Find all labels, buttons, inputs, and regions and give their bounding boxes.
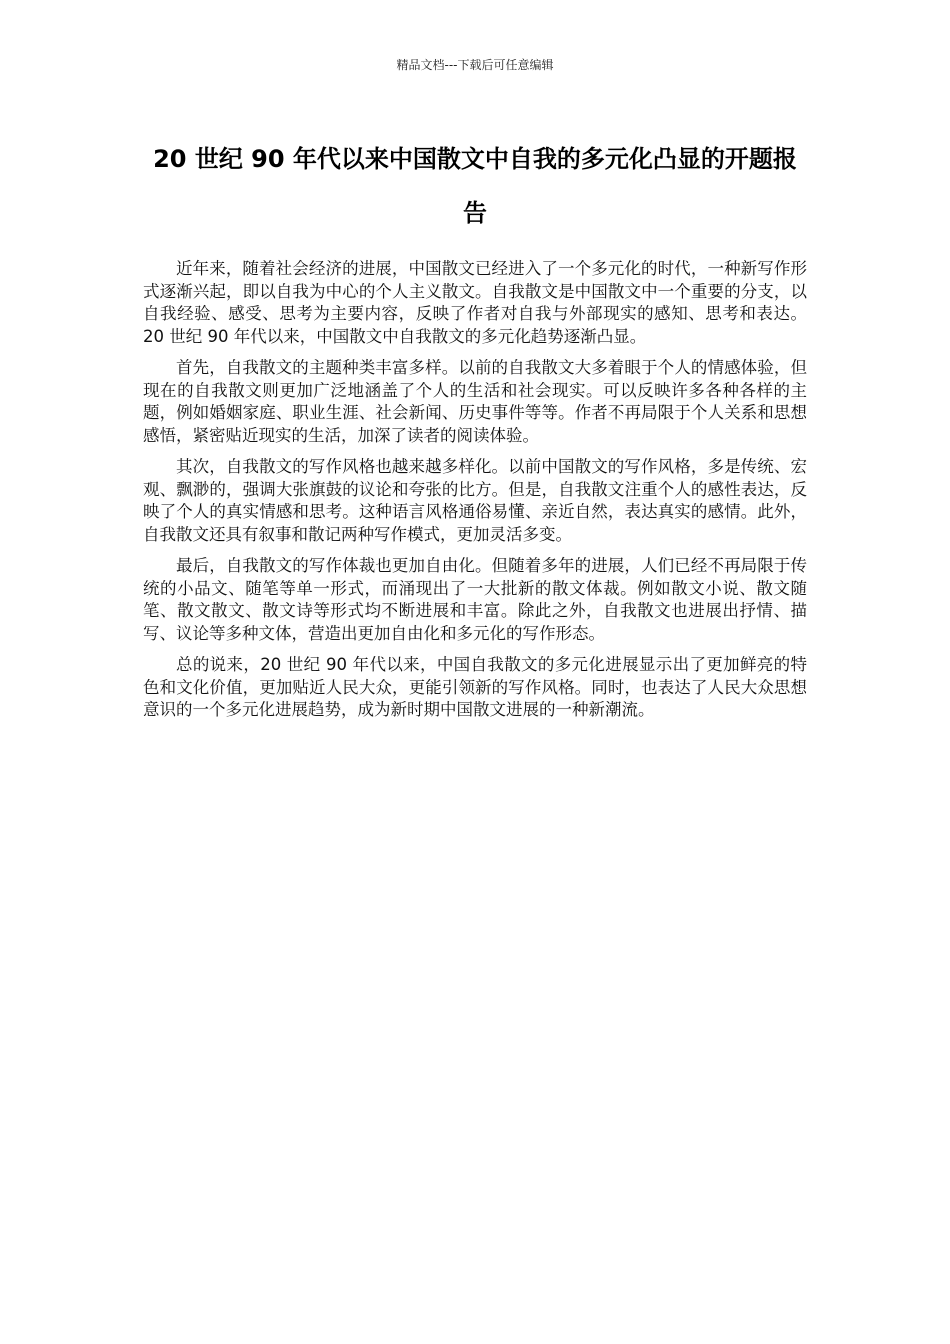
header-note: 精品文档---下载后可任意编辑 [396, 58, 554, 72]
document-title: 20 世纪 90 年代以来中国散文中自我的多元化凸显的开题报告 [153, 145, 797, 227]
paragraph-style: 其次，自我散文的写作风格也越来越多样化。以前中国散文的写作风格，多是传统、宏观、飘渺的，强调大张旗鼓的议论和夸张的比方。但是，自我散文注重个人的感性表达，反映了个人的真实情感和思考。这种语言风格通俗易懂、亲近自然，表达真实的感情。此外，自我散文还具有叙事和散记两种写作模式，更加灵活多变。 [143, 457, 807, 544]
paragraph-themes: 首先，自我散文的主题种类丰富多样。以前的自我散文大多着眼于个人的情感体验，但现在的自我散文则更加广泛地涵盖了个人的生活和社会现实。可以反映许多各种各样的主题，例如婚姻家庭、职业生涯、社会新闻、历史事件等等。作者不再局限于个人关系和思想感悟，紧密贴近现实的生活，加深了读者的阅读体验。 [143, 358, 807, 445]
paragraph-conclusion: 总的说来，20 世纪 90 年代以来，中国自我散文的多元化进展显示出了更加鲜亮的特色和文化价值，更加贴近人民大众，更能引领新的写作风格。同时，也表达了人民大众思想意识的一个多元化进展趋势，成为新时期中国散文进展的一种新潮流。 [143, 655, 807, 719]
paragraph-intro: 近年来，随着社会经济的进展，中国散文已经进入了一个多元化的时代，一种新写作形式逐渐兴起，即以自我为中心的个人主义散文。自我散文是中国散文中一个重要的分支，以自我经验、感受、思考为主要内容，反映了作者对自我与外部现实的感知、思考和表达。20 世纪 90 年代以来，中国散文中自我散文的多元化趋势逐渐凸显。 [143, 259, 807, 346]
paragraph-genre: 最后，自我散文的写作体裁也更加自由化。但随着多年的进展，人们已经不再局限于传统的小品文、随笔等单一形式，而涌现出了一大批新的散文体裁。例如散文小说、散文随笔、散文散文、散文诗等形式均不断进展和丰富。除此之外，自我散文也进展出抒情、描写、议论等多种文体，营造出更加自由化和多元化的写作形态。 [143, 556, 807, 643]
document-body [143, 258, 807, 731]
